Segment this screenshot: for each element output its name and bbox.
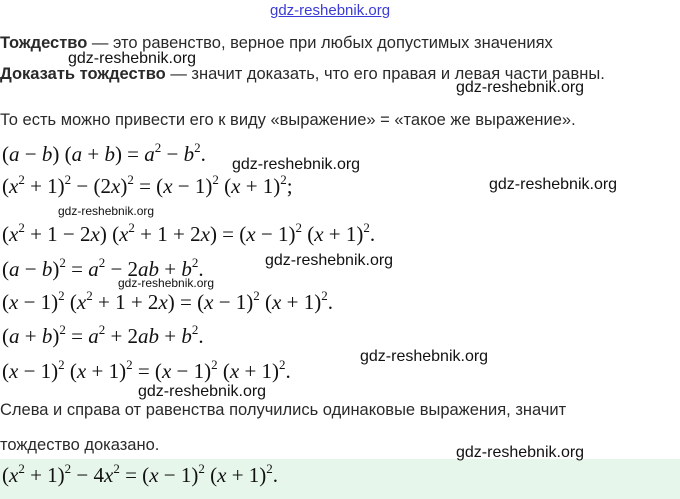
conclusion-line-1: Слева и справа от равенства получились одинаковые выражения, значит bbox=[0, 401, 567, 419]
formula-3: $(x^2 + 1 - 2x) (x^2 + 1 + 2x) = (x - 1)^2$ $(x + 1)^2$. bbox=[2, 220, 376, 246]
conclusion-line-2: тождество доказано. bbox=[0, 436, 160, 454]
watermark: gdz-reshebnik.org bbox=[232, 156, 361, 173]
formula-5: $(x - 1)^2$ $(x^2 + 1 + 2x) = (x - 1)^2$ $(x + 1)^2$. bbox=[2, 288, 333, 314]
intro-text: То есть можно привести его к виду «выражение» = «такое же выражение». bbox=[0, 111, 576, 129]
watermark: gdz-reshebnik.org bbox=[456, 79, 585, 96]
formula-1: (a − b) $(a + b) = a^2 - b^2$. bbox=[2, 140, 206, 166]
formula-4: $(a - b)^2 = a^2 - 2ab + b^2$. bbox=[2, 255, 204, 281]
definition-prove-text: — значит доказать, что его правая и левая части равны. bbox=[165, 65, 605, 83]
watermark: gdz-reshebnik.org bbox=[360, 348, 489, 365]
watermark: gdz-reshebnik.org bbox=[118, 276, 215, 290]
watermark: gdz-reshebnik.org bbox=[68, 50, 197, 67]
term-identity: Тождество bbox=[0, 34, 88, 52]
watermark: gdz-reshebnik.org bbox=[456, 444, 585, 461]
term-prove: Доказать тождество bbox=[0, 65, 166, 83]
watermark: gdz-reshebnik.org bbox=[265, 252, 394, 269]
formula-7: $(x - 1)^2$ $(x + 1)^2 = (x - 1)^2$ $(x + 1)^2$. bbox=[2, 357, 291, 383]
watermark: gdz-reshebnik.org bbox=[489, 176, 618, 193]
formula-6: $(a + b)^2 = a^2 + 2ab + b^2$. bbox=[2, 322, 204, 348]
watermark: gdz-reshebnik.org bbox=[138, 383, 267, 400]
watermark-link[interactable]: gdz-reshebnik.org bbox=[270, 2, 391, 19]
watermark: gdz-reshebnik.org bbox=[58, 204, 155, 218]
answer-formula: $(x^2 + 1)^2 - 4x^2 = (x - 1)^2$ $(x + 1)^2$. bbox=[2, 461, 279, 487]
definition-identity-text: — это равенство, верное при любых допустимых значениях bbox=[87, 34, 553, 52]
formula-2: $(x^2 + 1)^2 - (2x)^2 = (x - 1)^2$ $(x + 1)^2$; bbox=[2, 172, 293, 198]
